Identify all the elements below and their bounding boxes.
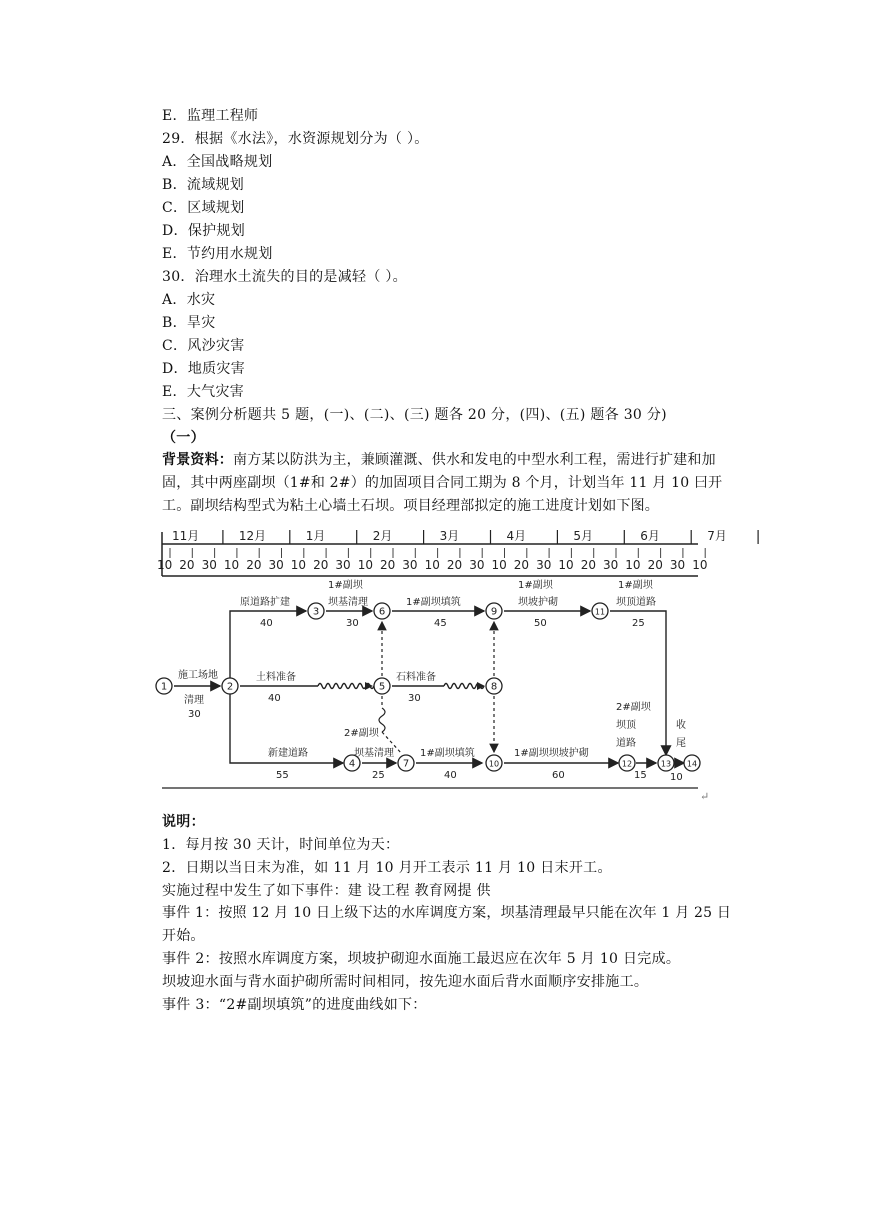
label-road-expansion: 原道路扩建	[240, 597, 290, 608]
option-d-30: D．地质灾害	[162, 361, 246, 377]
event-3: 事件 3：“2#副坝填筑”的进度曲线如下：	[162, 997, 427, 1013]
label-dam2-crest-a: 2#副坝	[616, 702, 651, 713]
label-dam1-fill: 1#副坝填筑	[406, 597, 461, 608]
arrow-11-13	[610, 611, 666, 755]
scale-day-label: 10	[558, 558, 574, 572]
node-3	[308, 603, 324, 619]
dur-13-14: 10	[670, 772, 683, 783]
notes-label: 说明：	[162, 814, 205, 830]
scale-day-label: 30	[201, 558, 217, 572]
events-intro: 实施过程中发生了如下事件：建 设工程 教育网提 供	[162, 883, 491, 899]
scale-day-label: 30	[536, 558, 552, 572]
label-site-clearing-2: 清理	[184, 695, 204, 706]
scale-day-label: 30	[335, 558, 351, 572]
label-dam1-a: 1#副坝	[328, 580, 363, 591]
label-foundation-2: 坝基清理	[354, 748, 394, 759]
node-label: 10	[488, 759, 500, 769]
dur-11-13: 25	[632, 618, 645, 629]
node-6	[374, 603, 390, 619]
note-2: 2．日期以当日末为准，如 11 月 10 月开工表示 11 月 10 日末开工。	[162, 860, 612, 876]
scale-month-label: 12月	[238, 529, 267, 543]
node-label: 4	[348, 758, 356, 770]
node-13	[658, 755, 674, 771]
label-dam2-crest-c: 道路	[616, 738, 636, 749]
scale-day-label: 10	[424, 558, 440, 572]
node-label: 8	[490, 681, 498, 693]
scale-day-label: 20	[446, 558, 463, 572]
label-new-road: 新建道路	[268, 748, 308, 759]
scale-day-label: 20	[647, 558, 663, 572]
note-1: 1．每月按 30 天计，时间单位为天：	[162, 837, 400, 853]
dur-2-3: 40	[260, 618, 273, 629]
dur-9-11: 50	[534, 618, 547, 629]
dur-3-6: 30	[346, 618, 359, 629]
node-label: 5	[378, 681, 386, 693]
node-label: 11	[594, 607, 606, 617]
node-label: 2	[226, 681, 234, 693]
option-d-29: D．保护规划	[162, 223, 246, 239]
dur-12-13: 15	[634, 770, 647, 781]
option-c-30: C．风沙灾害	[162, 338, 245, 354]
option-b-29: B．流域规划	[162, 177, 245, 193]
node-1	[156, 678, 172, 694]
node-label: 13	[660, 759, 672, 769]
scale-day-label: 10	[157, 558, 173, 572]
label-finish-a: 收	[676, 720, 686, 731]
network-schedule-diagram	[148, 518, 727, 798]
scale-month-label: 6月	[640, 529, 660, 543]
scale-day-label: 20	[246, 558, 262, 572]
scale-month-label: 11月	[172, 529, 200, 543]
scale-month-label: 1月	[305, 529, 326, 543]
label-stone-prep: 石料准备	[396, 672, 436, 683]
scale-day-label: 20	[380, 558, 396, 572]
label-dam2: 2#副坝	[344, 728, 379, 739]
scale-day-label: 30	[469, 558, 485, 572]
scale-day-label: 30	[268, 558, 284, 572]
label-dam-fill-2: 1#副坝填筑	[420, 748, 475, 759]
dur-7-10: 40	[444, 770, 457, 781]
scale-day-label: 10	[290, 558, 307, 572]
node-label: 9	[490, 606, 498, 618]
node-10	[486, 755, 502, 771]
dur-6-9: 45	[434, 618, 447, 629]
dur-2-5: 40	[268, 693, 281, 704]
case-one-heading: （一）	[162, 430, 205, 446]
background-label: 背景资料：	[162, 452, 233, 468]
option-b-30: B．旱灾	[162, 315, 216, 331]
dur-5-8: 30	[408, 693, 421, 704]
node-9	[486, 603, 502, 619]
dur-2-4: 55	[276, 770, 289, 781]
scale-day-label: 30	[402, 558, 418, 572]
option-e-30: E．大气灾害	[162, 384, 245, 400]
label-site-clearing: 施工场地	[178, 670, 218, 681]
return-mark: ↵	[700, 790, 710, 803]
scale-day-label: 10	[223, 558, 240, 572]
label-dam1-b: 1#副坝	[518, 580, 553, 591]
option-e-28: E．监理工程师	[162, 108, 259, 124]
scale-day-label: 20	[513, 558, 530, 572]
scale-month-label: 4月	[506, 529, 527, 543]
free-float-5-8	[444, 684, 484, 689]
label-earth-prep: 土料准备	[256, 672, 296, 683]
label-dam2-crest-b: 坝顶	[616, 720, 636, 731]
node-8	[486, 678, 502, 694]
event-2b: 坝坡迎水面与背水面护砌所需时间相同，按先迎水面后背水面顺序安排施工。	[162, 974, 649, 990]
node-label: 1	[160, 681, 168, 693]
scale-day-label: 10	[357, 558, 373, 572]
scale-day-label: 20	[179, 558, 195, 572]
label-crest-road: 坝顶道路	[616, 597, 656, 608]
node-14	[684, 755, 700, 771]
scale-day-label: 30	[669, 558, 686, 572]
option-c-29: C．区域规划	[162, 200, 245, 216]
event-1: 事件 1：按照 12 月 10 日上级下达的水库调度方案，坝基清理最早只能在次年 1 月 25 日开始。	[162, 905, 732, 944]
event-2: 事件 2：按照水库调度方案，坝坡护砌迎水面施工最迟应在次年 5 月 10 日完成。	[162, 951, 681, 967]
label-foundation-1: 坝基清理	[328, 597, 368, 608]
scale-month-label: 3月	[439, 529, 460, 543]
node-label: 6	[378, 606, 386, 618]
label-dam1-c: 1#副坝	[618, 580, 653, 591]
label-slope-2: 1#副坝坝坡护砌	[514, 748, 589, 759]
option-a-30: A．水灾	[162, 292, 216, 308]
node-label: 3	[312, 606, 320, 618]
background-paragraph	[162, 449, 737, 518]
section-three-heading: 三、案例分析题共 5 题，(一)、(二)、(三) 题各 20 分，(四)、(五) 题各 30 分)	[162, 407, 667, 423]
option-a-29: A．全国战略规划	[162, 154, 273, 170]
node-11	[592, 603, 608, 619]
scale-day-label: 10	[692, 558, 708, 572]
node-label: 12	[621, 759, 633, 769]
scale-day-label: 20	[580, 558, 596, 572]
question-29: 29．根据《水法》，水资源规划分为（ ）。	[162, 131, 429, 147]
scale-month-label: 5月	[573, 529, 594, 543]
dur-1-2: 30	[188, 709, 201, 720]
scale-day-label: 30	[603, 558, 619, 572]
question-30: 30．治理水土流失的目的是减轻（ ）。	[162, 269, 407, 285]
label-finish-b: 尾	[676, 738, 686, 749]
node-5	[374, 678, 390, 694]
node-label: 7	[402, 758, 410, 770]
label-slope-protection: 坝坡护砌	[518, 597, 558, 608]
node-2	[222, 678, 238, 694]
scale-day-label: 10	[625, 558, 641, 572]
scale-month-label: 2月	[372, 529, 393, 543]
dur-10-12: 60	[552, 770, 565, 781]
scale-day-label: 10	[491, 558, 507, 572]
dur-4-7: 25	[372, 770, 385, 781]
free-float-2-5	[318, 684, 374, 689]
scale-month-label: 7月	[707, 529, 727, 543]
node-7	[398, 755, 414, 771]
background-text: 南方某以防洪为主，兼顾灌溉、供水和发电的中型水利工程，需进行扩建和加固，其中两座副坝（1#和 2#）的加固项目合同工期为 8 个月，计划当年 11 月 10 曰开工。副坝结构型式为粘土心墙土石坝。项目经理部拟定的施工进度计划如下图。	[162, 452, 723, 514]
node-12	[619, 755, 635, 771]
option-e-29: E．节约用水规划	[162, 246, 273, 262]
node-label: 14	[686, 759, 698, 769]
scale-day-label: 20	[313, 558, 329, 572]
